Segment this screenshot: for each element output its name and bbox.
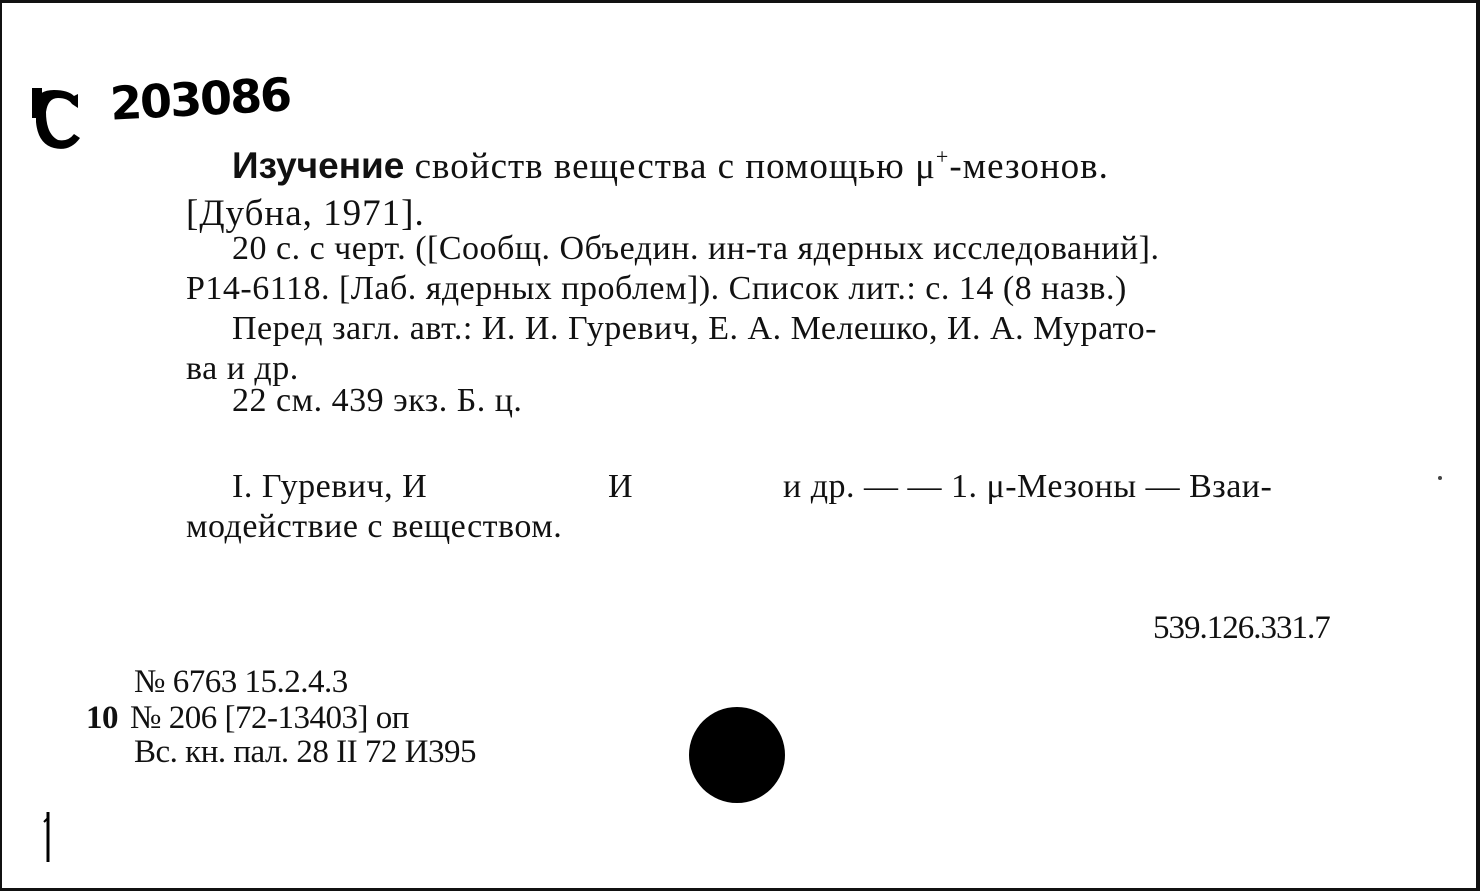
series-line: Р14-6118. [Лаб. ядерных проблем]). Список лит.: с. 14 (8 назв.) xyxy=(186,270,1127,307)
title-rest-part2: -мезонов. xyxy=(949,146,1109,187)
tracing-part-c: и др. — — 1. μ-Мезоны — Взаи- xyxy=(783,468,1273,505)
accession-prefix: 10 xyxy=(86,700,118,736)
tracing-part-a: I. Гуревич, И xyxy=(232,468,428,505)
title-bold-word: Изучение xyxy=(232,145,405,186)
authors-line: Перед загл. авт.: И. И. Гуревич, Е. А. Мелешко, И. А. Мурато- xyxy=(232,310,1157,347)
tracing-line-2: модействие с веществом. xyxy=(186,508,563,545)
accession-line-1: № 6763 15.2.4.3 xyxy=(134,664,348,700)
tracing-part-b: И xyxy=(608,468,634,505)
title-line-1 xyxy=(232,144,1109,188)
collation-line: 20 с. с черт. ([Сообщ. Объедин. ин-та ядерных исследований]. xyxy=(232,230,1160,267)
handwritten-number: 203086 xyxy=(108,67,292,131)
title-line-2: [Дубна, 1971]. xyxy=(186,193,425,234)
accession-line-3: Вс. кн. пал. 28 II 72 И395 xyxy=(134,734,476,770)
accession-line-2: № 206 [72-13403] оп xyxy=(130,700,409,736)
punch-hole xyxy=(689,707,785,803)
speck-mark xyxy=(1438,476,1442,480)
classification-number: 539.126.331.7 xyxy=(1153,610,1330,646)
stamp-glyph-icon xyxy=(28,82,86,156)
physical-description-line: 22 см. 439 экз. Б. ц. xyxy=(232,382,523,419)
authors-continuation-line: ва и др. xyxy=(186,350,299,387)
title-superscript: + xyxy=(935,144,950,169)
edge-tick-icon xyxy=(42,812,52,862)
title-rest-part1: свойств вещества с помощью μ xyxy=(404,146,936,187)
